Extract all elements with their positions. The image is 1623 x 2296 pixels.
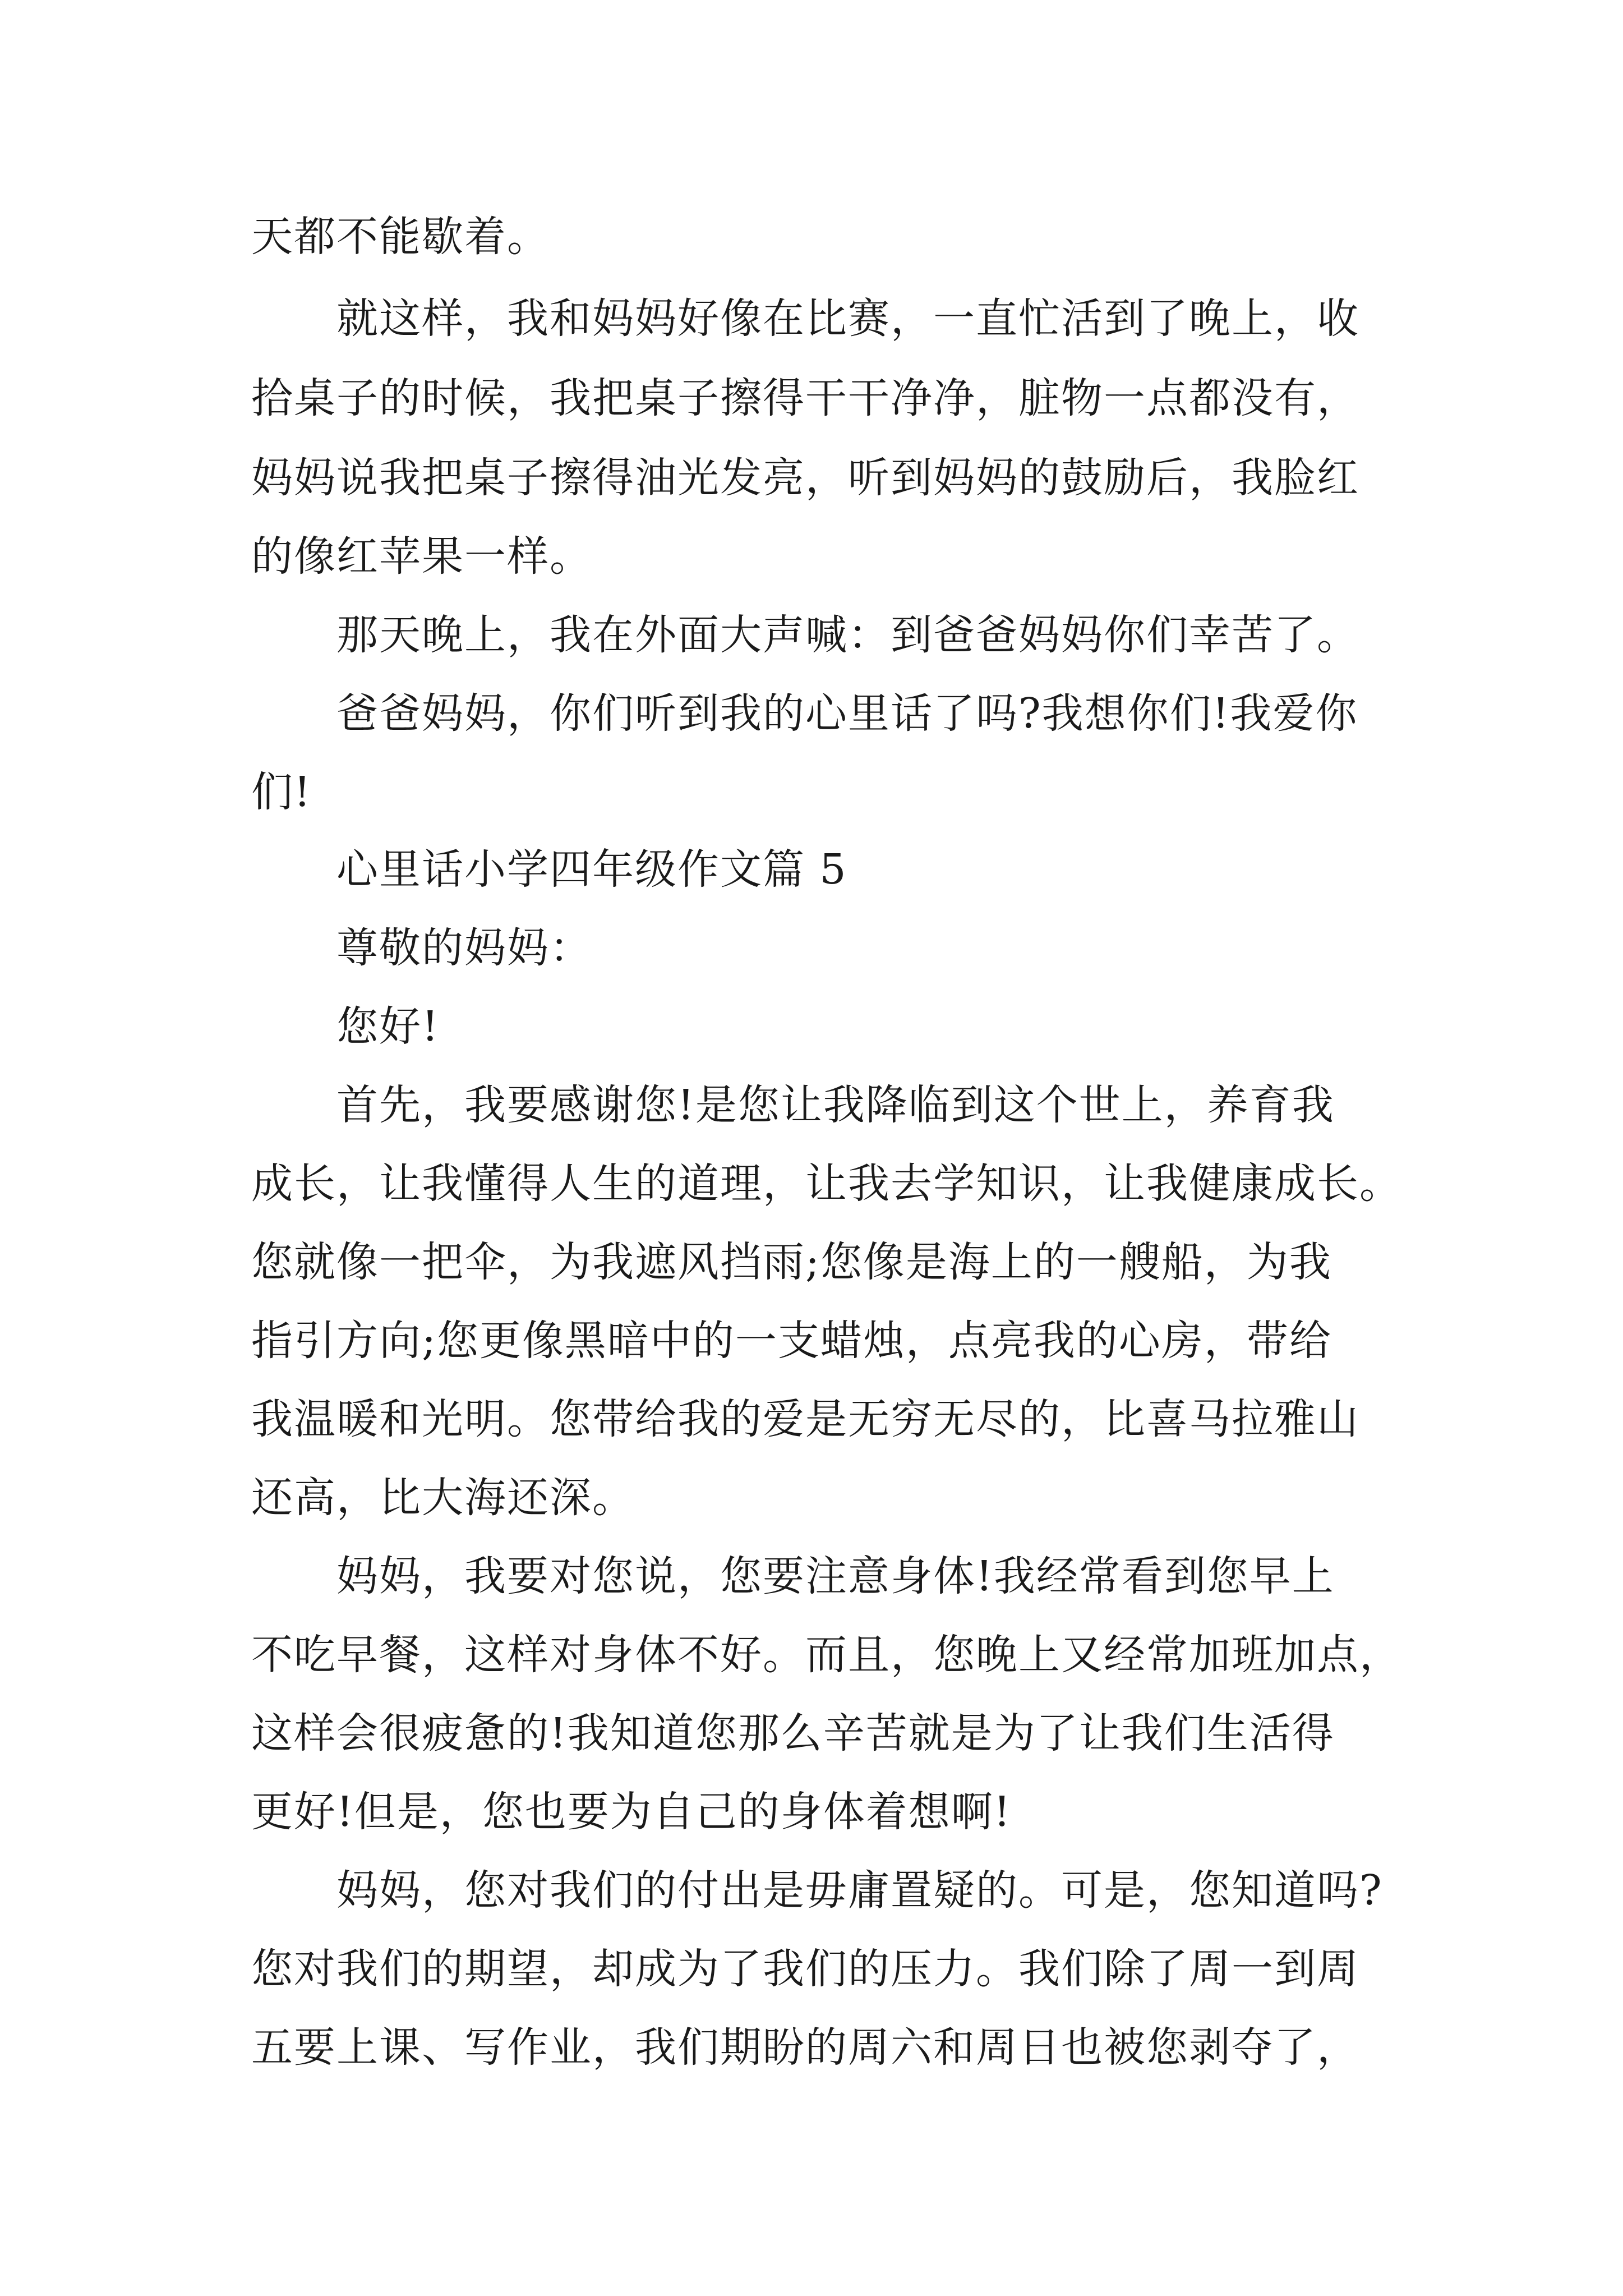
text-line: 妈妈，我要对您说，您要注意身体!我经常看到您早上 — [336, 1552, 1335, 1600]
text-line: 拾桌子的时候，我把桌子擦得干干净净，脏物一点都没有， — [251, 374, 1359, 422]
text-line: 不吃早餐，这样对身体不好。而且，您晚上又经常加班加点， — [251, 1631, 1402, 1679]
text-line: 天都不能歇着。 — [251, 213, 550, 261]
greeting: 您好! — [336, 1002, 440, 1051]
text-line: 我温暖和光明。您带给我的爱是无穷无尽的，比喜马拉雅山 — [251, 1395, 1359, 1443]
text-line: 妈妈，您对我们的付出是毋庸置疑的。可是，您知道吗? — [336, 1866, 1383, 1915]
text-line: 那天晚上，我在外面大声喊：到爸爸妈妈你们幸苦了。 — [336, 611, 1359, 659]
text-line: 爸爸妈妈，你们听到我的心里话了吗?我想你们!我爱你 — [336, 689, 1358, 738]
text-line: 您对我们的期望，却成为了我们的压力。我们除了周一到周 — [251, 1945, 1359, 1993]
text-line: 妈妈说我把桌子擦得油光发亮，听到妈妈的鼓励后，我脸红 — [251, 454, 1359, 502]
text-line: 成长，让我懂得人生的道理，让我去学知识，让我健康成长。 — [251, 1159, 1402, 1208]
text-line: 更好!但是，您也要为自己的身体着想啊! — [251, 1788, 1012, 1836]
text-line: 这样会很疲惫的!我知道您那么辛苦就是为了让我们生活得 — [251, 1709, 1335, 1757]
text-line: 的像红苹果一样。 — [251, 532, 592, 581]
text-line: 您就像一把伞，为我遮风挡雨;您像是海上的一艘船，为我 — [251, 1238, 1332, 1286]
text-line: 五要上课、写作业，我们期盼的周六和周日也被您剥夺了， — [251, 2023, 1359, 2072]
text-line: 还高，比大海还深。 — [251, 1474, 635, 1522]
salutation: 尊敬的妈妈： — [336, 924, 592, 972]
text-line: 指引方向;您更像黑暗中的一支蜡烛，点亮我的心房，带给 — [251, 1317, 1332, 1365]
text-line: 们! — [251, 768, 312, 816]
text-line: 就这样，我和妈妈好像在比赛，一直忙活到了晚上，收 — [336, 295, 1359, 343]
section-heading: 心里话小学四年级作文篇 5 — [336, 845, 847, 894]
text-line: 首先，我要感谢您!是您让我降临到这个世上，养育我 — [336, 1081, 1335, 1129]
